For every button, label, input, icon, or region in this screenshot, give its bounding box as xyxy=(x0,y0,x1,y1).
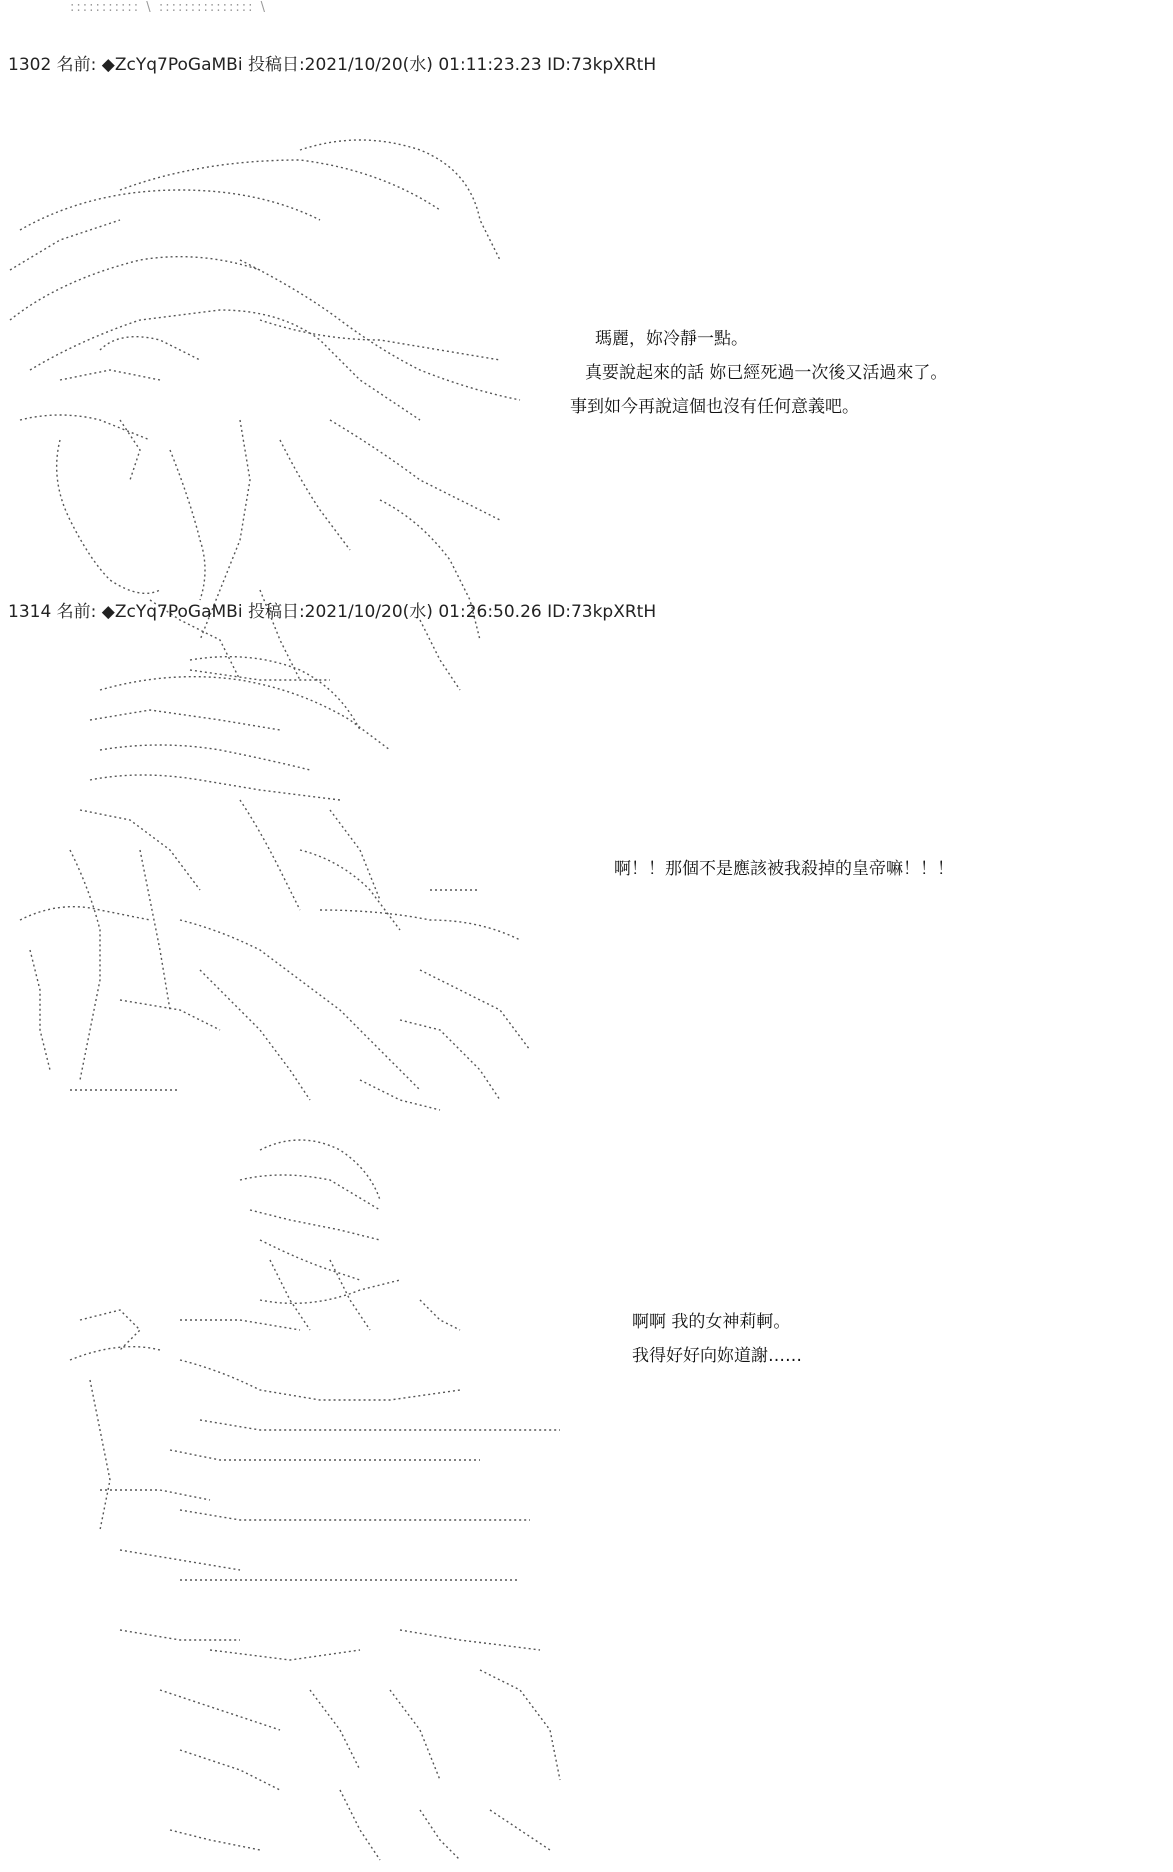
dialogue-line: 啊！！那個不是應該被我殺掉的皇帝嘛！！！ xyxy=(614,859,954,879)
dialogue-line: 啊啊 我的女神莉軻。 xyxy=(632,1312,791,1332)
previous-post-fragment: ::::::::::: \ ::::::::::::::: \ xyxy=(70,0,268,15)
dialogue-block-1302 xyxy=(570,322,948,424)
dialogue-block-1314 xyxy=(614,852,954,886)
dialogue-line: 瑪麗，妳冷靜一點。 xyxy=(595,329,748,349)
post-header-1302: 1302 名前: ◆ZcYq7PoGaMBi 投稿日:2021/10/20(水) 01:11:23.23 ID:73kpXRtH xyxy=(8,55,657,75)
dialogue-block-third xyxy=(632,1305,802,1373)
dialogue-line: 真要說起來的話 妳已經死過一次後又活過來了。 xyxy=(585,363,948,383)
ascii-art-character-2 xyxy=(0,650,560,1120)
ascii-art-character-3 xyxy=(60,1130,580,1870)
post-header-1314: 1314 名前: ◆ZcYq7PoGaMBi 投稿日:2021/10/20(水) 01:26:50.26 ID:73kpXRtH xyxy=(8,602,657,622)
dialogue-line: 事到如今再說這個也沒有任何意義吧。 xyxy=(570,397,859,417)
dialogue-line: 我得好好向妳道謝…… xyxy=(632,1346,802,1366)
